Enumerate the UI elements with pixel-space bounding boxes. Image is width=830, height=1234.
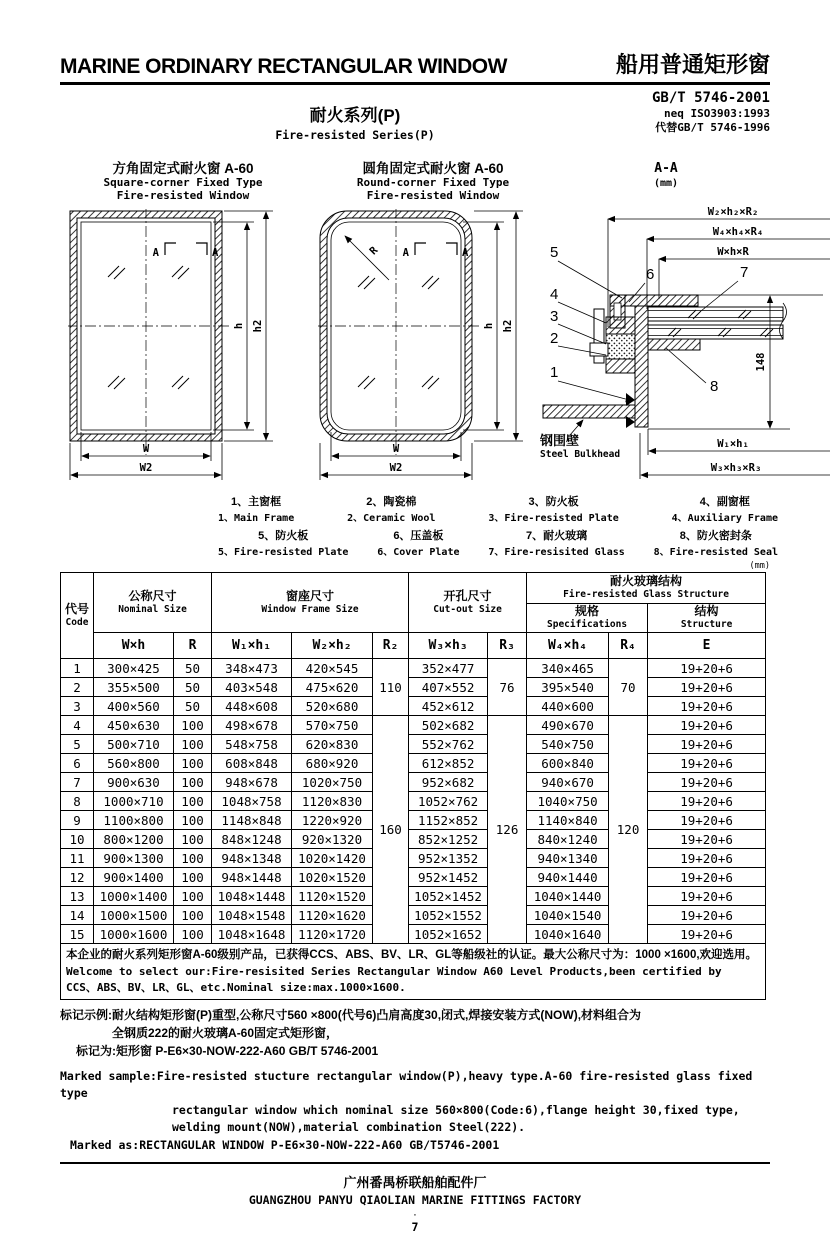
cell-code: 3 — [61, 697, 94, 716]
legend-7-en: 7、Fire-resisited Glass — [488, 547, 625, 558]
cell-code: 11 — [61, 849, 94, 868]
legend-item-7 — [488, 527, 624, 558]
page-header — [60, 48, 770, 85]
company-name-zh: 广州番禺桥联船舶配件厂 — [343, 1174, 487, 1190]
cell-w1h1: 1048×1648 — [212, 925, 292, 944]
table-row — [61, 906, 766, 925]
group-nominal-en: Nominal Size — [118, 603, 187, 615]
legend-4-zh: 4、副窗框 — [699, 496, 750, 508]
part-1: 1 — [550, 364, 559, 381]
group-frame-size — [212, 573, 409, 633]
group-nominal-zh: 公称尺寸 — [128, 588, 177, 603]
cell-r3: 76 — [488, 659, 527, 716]
legend-item-6 — [377, 527, 459, 558]
dim-w2-label: W2 — [139, 461, 153, 474]
cell-code: 13 — [61, 887, 94, 906]
cell-w1h1: 1048×1448 — [212, 887, 292, 906]
col-r4: R₄ — [609, 633, 648, 659]
cell-w3h3: 1052×1652 — [409, 925, 488, 944]
page-title-zh: 船用普通矩形窗 — [615, 52, 770, 77]
cell-w4h4: 1040×1440 — [527, 887, 609, 906]
legend-item-1 — [218, 493, 294, 524]
cell-r: 50 — [174, 697, 212, 716]
subgroup-structure — [648, 604, 766, 633]
cell-w1h1: 608×848 — [212, 754, 292, 773]
cell-e: 19+20+6 — [648, 678, 766, 697]
square-window-drawing — [68, 157, 298, 487]
marking-en2: rectangular window which nominal size 560×800(Code:6),flange height 30,fixed type, — [172, 1103, 740, 1118]
cell-w2h2: 520×680 — [292, 697, 373, 716]
marking-en3: welding mount(NOW),material combination Steel(222). — [172, 1120, 526, 1135]
drawings-area — [60, 157, 770, 489]
table-row — [61, 678, 766, 697]
cell-w2h2: 1120×1520 — [292, 887, 373, 906]
table-row — [61, 697, 766, 716]
cell-w2h2: 570×750 — [292, 716, 373, 735]
part-5: 5 — [550, 244, 559, 261]
section-title: A-A — [654, 161, 678, 176]
cell-e: 19+20+6 — [648, 868, 766, 887]
table-row — [61, 868, 766, 887]
table-note-en1: Welcome to select our:Fire-resisited Series Rectangular Window A60 Level Products,been certified by — [66, 964, 722, 978]
legend-2-zh: 2、陶瓷棉 — [366, 496, 417, 508]
col-w2h2: W₂×h₂ — [292, 633, 373, 659]
cell-code: 6 — [61, 754, 94, 773]
col-e: E — [648, 633, 766, 659]
cell-w2h2: 475×620 — [292, 678, 373, 697]
cell-r2: 160 — [373, 716, 409, 944]
table-row — [61, 659, 766, 678]
cell-r: 50 — [174, 659, 212, 678]
cell-wh: 900×1300 — [94, 849, 174, 868]
legend-row-2 — [218, 527, 778, 558]
legend-2-en: 2、Ceramic Wool — [347, 513, 436, 524]
table-row — [61, 849, 766, 868]
marking-block — [60, 1006, 770, 1154]
marking-zh2: 全钢质222的耐火玻璃A-60固定式矩形窗， — [112, 1025, 339, 1040]
cell-w3h3: 552×762 — [409, 735, 488, 754]
cell-w1h1: 948×1448 — [212, 868, 292, 887]
cell-w1h1: 403×548 — [212, 678, 292, 697]
dim-w-label: W — [142, 442, 150, 455]
table-row — [61, 773, 766, 792]
marking-zh1: 标记示例:耐火结构矩形窗(P)重型,公称尺寸560 ×800(代号6)凸肩高度30,闭式,焊接安装方式(NOW),材料组合为 — [60, 1007, 642, 1022]
cell-e: 19+20+6 — [648, 792, 766, 811]
legend-item-2 — [347, 493, 435, 524]
group-cutout-zh: 开孔尺寸 — [443, 588, 492, 603]
group-frame-en: Window Frame Size — [261, 603, 359, 615]
cell-wh: 1000×1600 — [94, 925, 174, 944]
group-cutout-size — [409, 573, 527, 633]
cell-r: 100 — [174, 906, 212, 925]
parts-legend — [218, 493, 778, 558]
part-7: 7 — [740, 264, 749, 281]
cell-w3h3: 952×682 — [409, 773, 488, 792]
cell-w3h3: 502×682 — [409, 716, 488, 735]
group-glass-zh: 耐火玻璃结构 — [610, 574, 683, 589]
dim-w2h2r2: W₂×h₂×R₂ — [707, 206, 759, 218]
group-glass-structure — [527, 573, 766, 604]
legend-item-5 — [218, 527, 348, 558]
cell-w3h3: 1052×762 — [409, 792, 488, 811]
standards-block — [652, 89, 770, 136]
cell-w4h4: 395×540 — [527, 678, 609, 697]
dim-h-label: h — [483, 322, 495, 330]
cell-wh: 1100×800 — [94, 811, 174, 830]
section-svg — [538, 157, 830, 489]
standard-number: GB/T 5746-2001 — [651, 90, 770, 106]
cell-w4h4: 1040×1640 — [527, 925, 609, 944]
table-row — [61, 811, 766, 830]
cell-w2h2: 1020×1420 — [292, 849, 373, 868]
col-w1h1: W₁×h₁ — [212, 633, 292, 659]
cell-w3h3: 952×1452 — [409, 868, 488, 887]
series-title-en: Fire-resisted Series(P) — [275, 128, 435, 142]
cell-w3h3: 1052×1452 — [409, 887, 488, 906]
dim-148: 148 — [755, 352, 767, 372]
sub-header — [60, 85, 770, 157]
table-row — [61, 716, 766, 735]
legend-3-en: 3、Fire-resisted Plate — [488, 513, 619, 524]
round-window-drawing — [318, 157, 548, 487]
table-note — [61, 944, 766, 1000]
cell-code: 12 — [61, 868, 94, 887]
cell-r: 100 — [174, 830, 212, 849]
cell-r: 100 — [174, 735, 212, 754]
col-w4h4: W₄×h₄ — [527, 633, 609, 659]
cell-r4: 70 — [609, 659, 648, 716]
legend-item-3 — [488, 493, 618, 524]
legend-item-4 — [672, 493, 778, 524]
page-number: 7 — [411, 1219, 419, 1234]
subgroup-struct-en: Structure — [680, 619, 733, 631]
cell-w2h2: 1220×920 — [292, 811, 373, 830]
cell-wh: 900×630 — [94, 773, 174, 792]
cell-r: 100 — [174, 849, 212, 868]
group-glass-en: Fire-resisted Glass Structure — [563, 589, 729, 601]
cell-code: 10 — [61, 830, 94, 849]
dim-r-label: R — [367, 244, 381, 258]
cell-w1h1: 948×1348 — [212, 849, 292, 868]
cell-w4h4: 840×1240 — [527, 830, 609, 849]
cell-w4h4: 940×1440 — [527, 868, 609, 887]
standard-equivalence: neq ISO3903:1993 — [664, 107, 770, 121]
bulkhead-label-zh: 钢围壁 — [540, 433, 580, 448]
table-row — [61, 754, 766, 773]
col-r3: R₃ — [488, 633, 527, 659]
dim-h-label: h — [233, 322, 245, 330]
dim-w2-label: W2 — [389, 461, 403, 474]
subgroup-spec-zh: 规格 — [575, 604, 600, 619]
square-title-zh: 方角固定式耐火窗 A-60 — [112, 161, 254, 176]
cell-w1h1: 948×678 — [212, 773, 292, 792]
cell-w2h2: 1120×1620 — [292, 906, 373, 925]
cell-w4h4: 1140×840 — [527, 811, 609, 830]
cell-r: 100 — [174, 773, 212, 792]
round-title-zh: 圆角固定式耐火窗 A-60 — [362, 161, 504, 176]
cell-e: 19+20+6 — [648, 906, 766, 925]
table-row — [61, 925, 766, 944]
cell-w4h4: 340×465 — [527, 659, 609, 678]
legend-5-zh: 5、防火板 — [258, 530, 309, 542]
col-code-en: Code — [65, 616, 89, 628]
cell-w4h4: 1040×750 — [527, 792, 609, 811]
marking-zh3: 标记为:矩形窗 P-E6×30-NOW-222-A60 GB/T 5746-2001 — [76, 1043, 379, 1058]
cell-e: 19+20+6 — [648, 735, 766, 754]
cell-w3h3: 452×612 — [409, 697, 488, 716]
legend-row-1 — [218, 493, 778, 524]
part-6: 6 — [646, 266, 655, 283]
cell-w2h2: 680×920 — [292, 754, 373, 773]
table-unit: (mm) — [749, 561, 770, 571]
cell-w3h3: 1052×1552 — [409, 906, 488, 925]
square-title-en1: Square-corner Fixed Type — [103, 176, 263, 189]
cell-r: 100 — [174, 716, 212, 735]
legend-item-8 — [654, 527, 778, 558]
section-mark-a-left: A — [402, 246, 409, 259]
cell-w2h2: 1020×750 — [292, 773, 373, 792]
cell-w2h2: 1020×1520 — [292, 868, 373, 887]
cell-w1h1: 1048×1548 — [212, 906, 292, 925]
series-title-zh: 耐火系列(P) — [309, 106, 401, 125]
legend-6-zh: 6、压盖板 — [393, 530, 444, 542]
col-wh: W×h — [94, 633, 174, 659]
section-unit: (mm) — [653, 178, 679, 189]
cell-wh: 400×560 — [94, 697, 174, 716]
cell-w4h4: 600×840 — [527, 754, 609, 773]
square-window-svg — [68, 209, 283, 487]
part-2: 2 — [550, 330, 559, 347]
bulkhead-label-en: Steel Bulkhead — [540, 449, 621, 460]
section-mark-a-right: A — [462, 246, 469, 259]
cell-w2h2: 920×1320 — [292, 830, 373, 849]
group-cutout-en: Cut-out Size — [433, 603, 502, 615]
dim-w3h3r3: W₃×h₃×R₃ — [710, 462, 762, 474]
marking-en1: Marked sample:Fire-resisted stucture rectangular window(P),heavy type.A-60 fire-resisted glass fixed type — [60, 1068, 753, 1100]
table-row — [61, 792, 766, 811]
cell-e: 19+20+6 — [648, 754, 766, 773]
cell-r: 50 — [174, 678, 212, 697]
part-4: 4 — [550, 286, 559, 303]
cell-w4h4: 540×750 — [527, 735, 609, 754]
cell-wh: 900×1400 — [94, 868, 174, 887]
cell-e: 19+20+6 — [648, 697, 766, 716]
cell-e: 19+20+6 — [648, 716, 766, 735]
spec-table — [60, 572, 766, 1000]
legend-1-zh: 1、主窗框 — [231, 496, 282, 508]
spec-table-body — [61, 659, 766, 944]
cell-code: 15 — [61, 925, 94, 944]
cell-code: 4 — [61, 716, 94, 735]
section-mark-a-right: A — [212, 246, 219, 259]
cell-w3h3: 612×852 — [409, 754, 488, 773]
cell-code: 5 — [61, 735, 94, 754]
cell-r4: 120 — [609, 716, 648, 944]
col-w3h3: W₃×h₃ — [409, 633, 488, 659]
subgroup-specifications — [527, 604, 648, 633]
cell-code: 9 — [61, 811, 94, 830]
col-code — [61, 573, 94, 659]
section-mark-a-left: A — [152, 246, 159, 259]
cell-wh: 1000×1500 — [94, 906, 174, 925]
square-title-en2: Fire-resisted Window — [116, 188, 250, 202]
cell-w4h4: 940×1340 — [527, 849, 609, 868]
cell-w2h2: 420×545 — [292, 659, 373, 678]
cell-w2h2: 1120×1720 — [292, 925, 373, 944]
cell-w4h4: 940×670 — [527, 773, 609, 792]
series-title — [60, 101, 650, 142]
cell-e: 19+20+6 — [648, 849, 766, 868]
round-window-svg — [318, 209, 533, 487]
cell-code: 8 — [61, 792, 94, 811]
cell-w3h3: 1152×852 — [409, 811, 488, 830]
cell-w1h1: 498×678 — [212, 716, 292, 735]
cell-w1h1: 548×758 — [212, 735, 292, 754]
cell-wh: 355×500 — [94, 678, 174, 697]
table-row — [61, 735, 766, 754]
company-name-en: GUANGZHOU PANYU QIAOLIAN MARINE FITTINGS FACTORY — [248, 1192, 582, 1207]
cell-e: 19+20+6 — [648, 830, 766, 849]
col-r2: R₂ — [373, 633, 409, 659]
cell-w1h1: 448×608 — [212, 697, 292, 716]
subgroup-spec-en: Specifications — [547, 619, 628, 631]
dim-w1h1: W₁×h₁ — [717, 438, 749, 450]
part-3: 3 — [550, 308, 559, 325]
cell-r3: 126 — [488, 716, 527, 944]
cell-wh: 1000×710 — [94, 792, 174, 811]
cell-e: 19+20+6 — [648, 659, 766, 678]
dim-h2-label: h2 — [502, 319, 514, 333]
cell-wh: 300×425 — [94, 659, 174, 678]
cell-r: 100 — [174, 868, 212, 887]
dim-whr: W×h×R — [717, 246, 749, 258]
page-footer — [60, 1162, 770, 1234]
cell-w1h1: 1148×848 — [212, 811, 292, 830]
cell-wh: 800×1200 — [94, 830, 174, 849]
dim-w-label: W — [392, 442, 400, 455]
table-note-zh: 本企业的耐火系列矩形窗A-60级别产品，已获得CCS、ABS、BV、LR、GL等船级社的认证。最大公称尺寸为：1000 ×1600,欢迎选用。 — [66, 949, 758, 961]
table-note-en2: CCS、ABS、BV、LR、GL、etc.Nominal size:max.1000×1600. — [66, 980, 406, 994]
cell-e: 19+20+6 — [648, 887, 766, 906]
legend-3-zh: 3、防火板 — [528, 496, 579, 508]
legend-5-en: 5、Fire-resisted Plate — [218, 547, 349, 558]
section-drawing — [538, 157, 830, 489]
legend-1-en: 1、Main Frame — [218, 513, 295, 524]
cell-w1h1: 848×1248 — [212, 830, 292, 849]
cell-r: 100 — [174, 754, 212, 773]
cell-w2h2: 1120×830 — [292, 792, 373, 811]
cell-r2: 110 — [373, 659, 409, 716]
col-r: R — [174, 633, 212, 659]
cell-w1h1: 348×473 — [212, 659, 292, 678]
legend-8-zh: 8、防火密封条 — [679, 530, 752, 542]
cell-w3h3: 352×477 — [409, 659, 488, 678]
cell-code: 2 — [61, 678, 94, 697]
legend-8-en: 8、Fire-resisted Seal — [653, 547, 778, 558]
standard-replaces: 代替GB/T 5746-1996 — [655, 121, 770, 135]
subgroup-struct-zh: 结构 — [694, 604, 719, 619]
cell-w1h1: 1048×758 — [212, 792, 292, 811]
cell-r: 100 — [174, 792, 212, 811]
dim-h2-label: h2 — [252, 319, 264, 333]
cell-w4h4: 490×670 — [527, 716, 609, 735]
table-row — [61, 887, 766, 906]
group-frame-zh: 窗座尺寸 — [286, 588, 335, 603]
cell-e: 19+20+6 — [648, 773, 766, 792]
cell-r: 100 — [174, 925, 212, 944]
cell-wh: 450×630 — [94, 716, 174, 735]
cell-code: 1 — [61, 659, 94, 678]
marking-en4: Marked as:RECTANGULAR WINDOW P-E6×30-NOW-222-A60 GB/T5746-2001 — [70, 1137, 500, 1152]
cell-w4h4: 440×600 — [527, 697, 609, 716]
cell-wh: 1000×1400 — [94, 887, 174, 906]
cell-w4h4: 1040×1540 — [527, 906, 609, 925]
cell-code: 14 — [61, 906, 94, 925]
col-code-zh: 代号 — [64, 601, 89, 616]
cell-w3h3: 952×1352 — [409, 849, 488, 868]
group-nominal-size — [94, 573, 212, 633]
legend-4-en: 4、Auxiliary Frame — [671, 513, 778, 524]
legend-6-en: 6、Cover Plate — [377, 547, 460, 558]
cell-wh: 560×800 — [94, 754, 174, 773]
legend-7-zh: 7、耐火玻璃 — [525, 530, 588, 542]
dim-w4h4r4: W₄×h₄×R₄ — [712, 226, 764, 238]
table-row — [61, 830, 766, 849]
cell-w2h2: 620×830 — [292, 735, 373, 754]
round-title-en1: Round-corner Fixed Type — [356, 176, 510, 189]
cell-e: 19+20+6 — [648, 925, 766, 944]
cell-code: 7 — [61, 773, 94, 792]
part-8: 8 — [710, 378, 719, 395]
cell-e: 19+20+6 — [648, 811, 766, 830]
page-number-dot: · — [412, 1210, 418, 1221]
cell-r: 100 — [174, 811, 212, 830]
cell-wh: 500×710 — [94, 735, 174, 754]
cell-w3h3: 852×1252 — [409, 830, 488, 849]
round-title-en2: Fire-resisted Window — [366, 188, 500, 202]
cell-r: 100 — [174, 887, 212, 906]
cell-w3h3: 407×552 — [409, 678, 488, 697]
page-title-en: MARINE ORDINARY RECTANGULAR WINDOW — [60, 55, 507, 78]
